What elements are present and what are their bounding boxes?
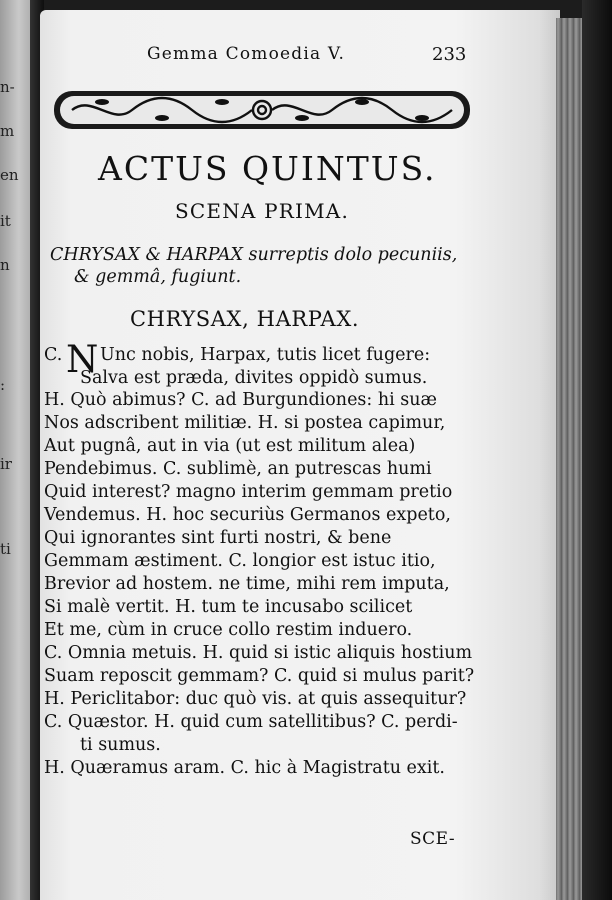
left-page-fragment: it bbox=[0, 212, 11, 230]
verse-line: H. Quò abimus? C. ad Burgundiones: hi suæ bbox=[44, 390, 437, 410]
left-page-fragment: n bbox=[0, 256, 10, 274]
verse-line: C. Omnia metuis. H. quid si istic aliquis hostium bbox=[44, 643, 473, 663]
verse-line: H. Quæramus aram. C. hic à Magistratu exit. bbox=[44, 758, 445, 778]
left-page-fragment: n- bbox=[0, 78, 15, 96]
scene-title: SCENA PRIMA. bbox=[175, 199, 349, 223]
left-page-fragment: ir bbox=[0, 455, 12, 473]
verse-line: Salva est præda, divites oppidò sumus. bbox=[80, 368, 428, 388]
running-head: Gemma Comoedia V. bbox=[147, 44, 346, 64]
drop-cap: N bbox=[66, 338, 99, 381]
verse-line: Qui ignorantes sint furti nostri, & bene bbox=[44, 528, 392, 548]
scene-description-line: CHRYSAX & HARPAX surreptis dolo pecuniis, bbox=[50, 245, 458, 265]
verse-line: Brevior ad hostem. ne time, mihi rem imputa, bbox=[44, 574, 450, 594]
page-number: 233 bbox=[432, 44, 467, 65]
verse-line: Si malè vertit. H. tum te incusabo scilicet bbox=[44, 597, 413, 617]
scene-description-line: & gemmâ, fugiunt. bbox=[74, 267, 242, 287]
left-page-fragment: m bbox=[0, 122, 15, 140]
page-stack-edge bbox=[556, 18, 582, 900]
catchword: SCE- bbox=[410, 829, 456, 849]
verse-line: Nos adscribent militiæ. H. si postea capimur, bbox=[44, 413, 446, 433]
left-page-fragment: : bbox=[0, 376, 6, 394]
verse-line: Quid interest? magno interim gemmam pretio bbox=[44, 482, 453, 502]
verse-line: Pendebimus. C. sublimè, an putrescas humi bbox=[44, 459, 432, 479]
verse-line: ti sumus. bbox=[80, 735, 161, 755]
left-page-edge bbox=[0, 0, 34, 900]
ornament-band-icon bbox=[52, 88, 472, 132]
act-title: ACTUS QUINTUS. bbox=[98, 149, 437, 188]
verse-line: Vendemus. H. hoc securiùs Germanos expeto, bbox=[44, 505, 451, 525]
verse-line: Et me, cùm in cruce collo restim induero. bbox=[44, 620, 413, 640]
left-page-fragment: ti bbox=[0, 540, 11, 558]
verse-line: H. Periclitabor: duc quò vis. at quis assequitur? bbox=[44, 689, 467, 709]
opening-speaker: C. bbox=[44, 345, 63, 365]
left-page-fragment: en bbox=[0, 166, 19, 184]
verse-line: C. Quæstor. H. quid cum satellitibus? C. perdi- bbox=[44, 712, 458, 732]
verse-line: Gemmam æstiment. C. longior est istuc itio, bbox=[44, 551, 436, 571]
book-cover bbox=[582, 0, 612, 900]
speaker-heading: CHRYSAX, HARPAX. bbox=[130, 307, 360, 331]
verse-line: Unc nobis, Harpax, tutis licet fugere: bbox=[100, 345, 431, 365]
verse-line: Suam reposcit gemmam? C. quid si mulus parit? bbox=[44, 666, 475, 686]
verse-line: Aut pugnâ, aut in via (ut est militum alea) bbox=[44, 436, 416, 456]
